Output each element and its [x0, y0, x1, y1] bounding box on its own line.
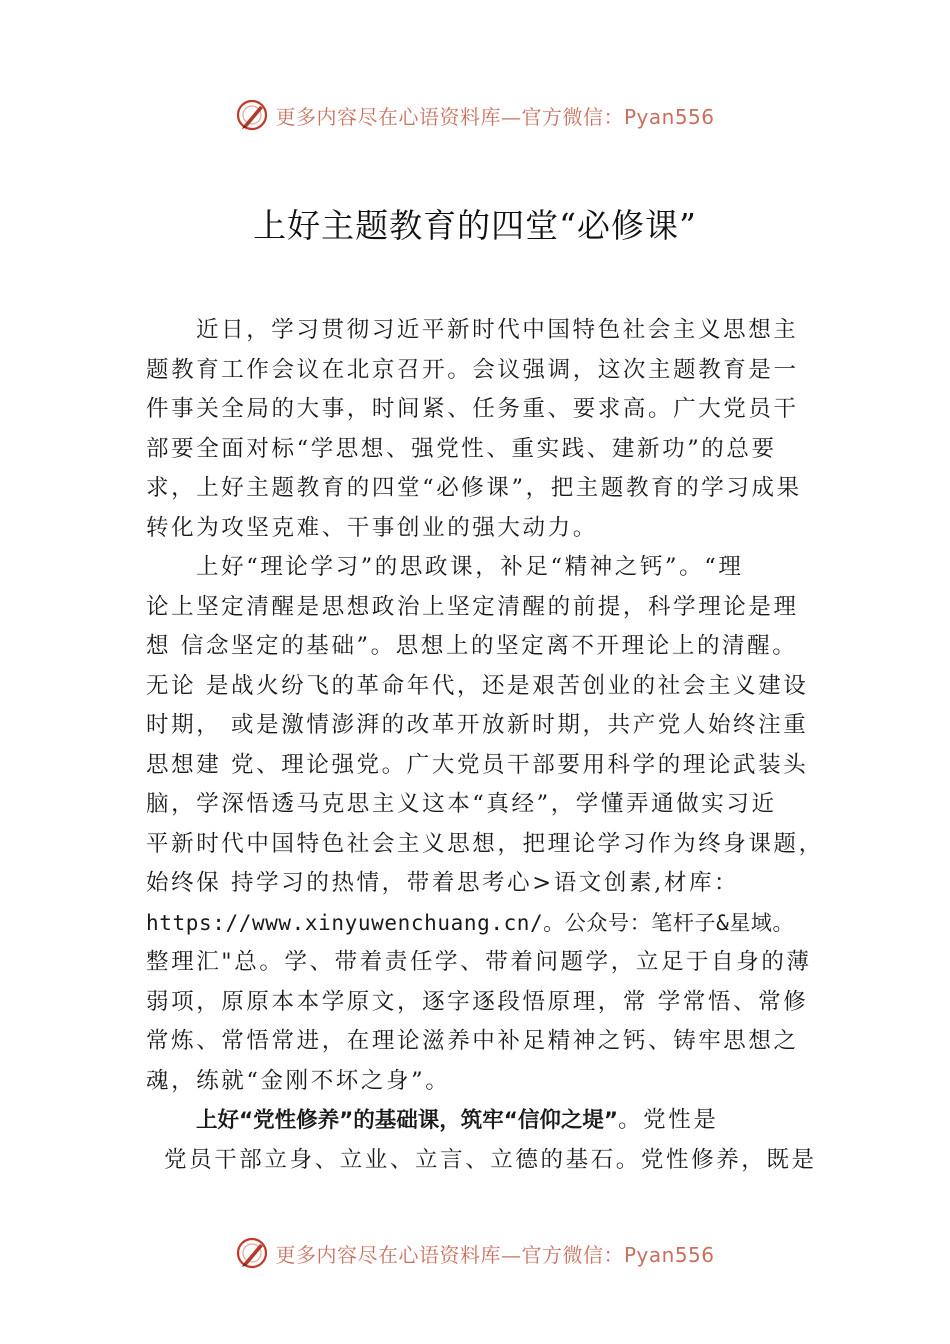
body-line: 论上坚定清醒是思想政治上坚定清醒的前提，科学理论是理 — [146, 593, 799, 620]
pen-logo-icon — [235, 98, 269, 132]
body-line: 始终保 持学习的热情，带着思考心>语文创素,材库： — [146, 870, 740, 896]
body-line: 部要全面对标“学思想、强党性、重实践、建新功”的总要 — [146, 435, 777, 462]
body-line-url: https://www.xinyuwenchuang.cn/。公众号：笔杆子&星域。 — [146, 910, 795, 935]
body-line: 整理汇"总。学、带着责任学、带着问题学，立足于自身的薄 — [146, 949, 812, 975]
body-line: 想 信念坚定的基础”。思想上的坚定离不开理论上的清醒。 — [146, 633, 798, 659]
body-line: 思想建 党、理论强党。广大党员干部要用科学的理论武装头 — [146, 751, 809, 778]
body-line: 近日，学习贯彻习近平新时代中国特色社会主义思想主 — [196, 317, 799, 343]
section-lead-line — [146, 1101, 822, 1141]
body-line: 时期， 或是激情澎湃的改革开放新时期，共产党人始终注重 — [146, 712, 809, 738]
footer-banner — [0, 1233, 950, 1273]
banner-text: 更多内容尽在心语资料库—官方微信：Pyan556 — [275, 104, 715, 129]
pen-logo-icon — [235, 1236, 269, 1270]
header-banner — [0, 95, 950, 135]
banner-text: 更多内容尽在心语资料库—官方微信：Pyan556 — [275, 1242, 715, 1267]
body-line: 脑，学深悟透马克思主义这本“真经”，学懂弄通做实习近 — [146, 791, 777, 817]
body-line: 转化为攻坚克难、干事创业的强大动力。 — [146, 514, 598, 541]
document-title: 上好主题教育的四堂“必修课” — [253, 206, 697, 245]
body-line: 题教育工作会议在北京召开。会议强调，这次主题教育是一 — [146, 356, 799, 383]
body-line: 弱项，原原本本学原文，逐字逐段悟原理，常 学常悟、常修 — [146, 988, 809, 1015]
body-line: 魂，练就“金刚不坏之身”。 — [146, 1067, 451, 1094]
banner-account: Pyan556 — [623, 1242, 715, 1267]
body-line: 平新时代中国特色社会主义思想，把理论学习作为终身课题， — [146, 830, 824, 857]
body-line: 求，上好主题教育的四堂“必修课”，把主题教育的学习成果 — [146, 475, 802, 501]
body-line: 无论 是战火纷飞的革命年代，还是艰苦创业的社会主义建设 — [146, 672, 809, 699]
banner-account: Pyan556 — [623, 104, 715, 129]
section-heading: 上好“党性修养”的基础课，筑牢“信仰之堤” — [196, 1108, 619, 1133]
body-line: 上好“理论学习”的思政课，补足“精神之钙”。“理 — [196, 554, 744, 580]
body-line: 党员干部立身、立业、立言、立德的基石。党性修养，既是 — [164, 1146, 817, 1173]
document-body — [146, 311, 822, 1180]
body-line: 件事关全局的大事，时间紧、任务重、要求高。广大党员干 — [146, 396, 799, 422]
section-lead-rest: 。党性是 — [618, 1107, 719, 1133]
body-line: 常炼、常悟常进，在理论滋养中补足精神之钙、铸牢思想之 — [146, 1028, 799, 1054]
